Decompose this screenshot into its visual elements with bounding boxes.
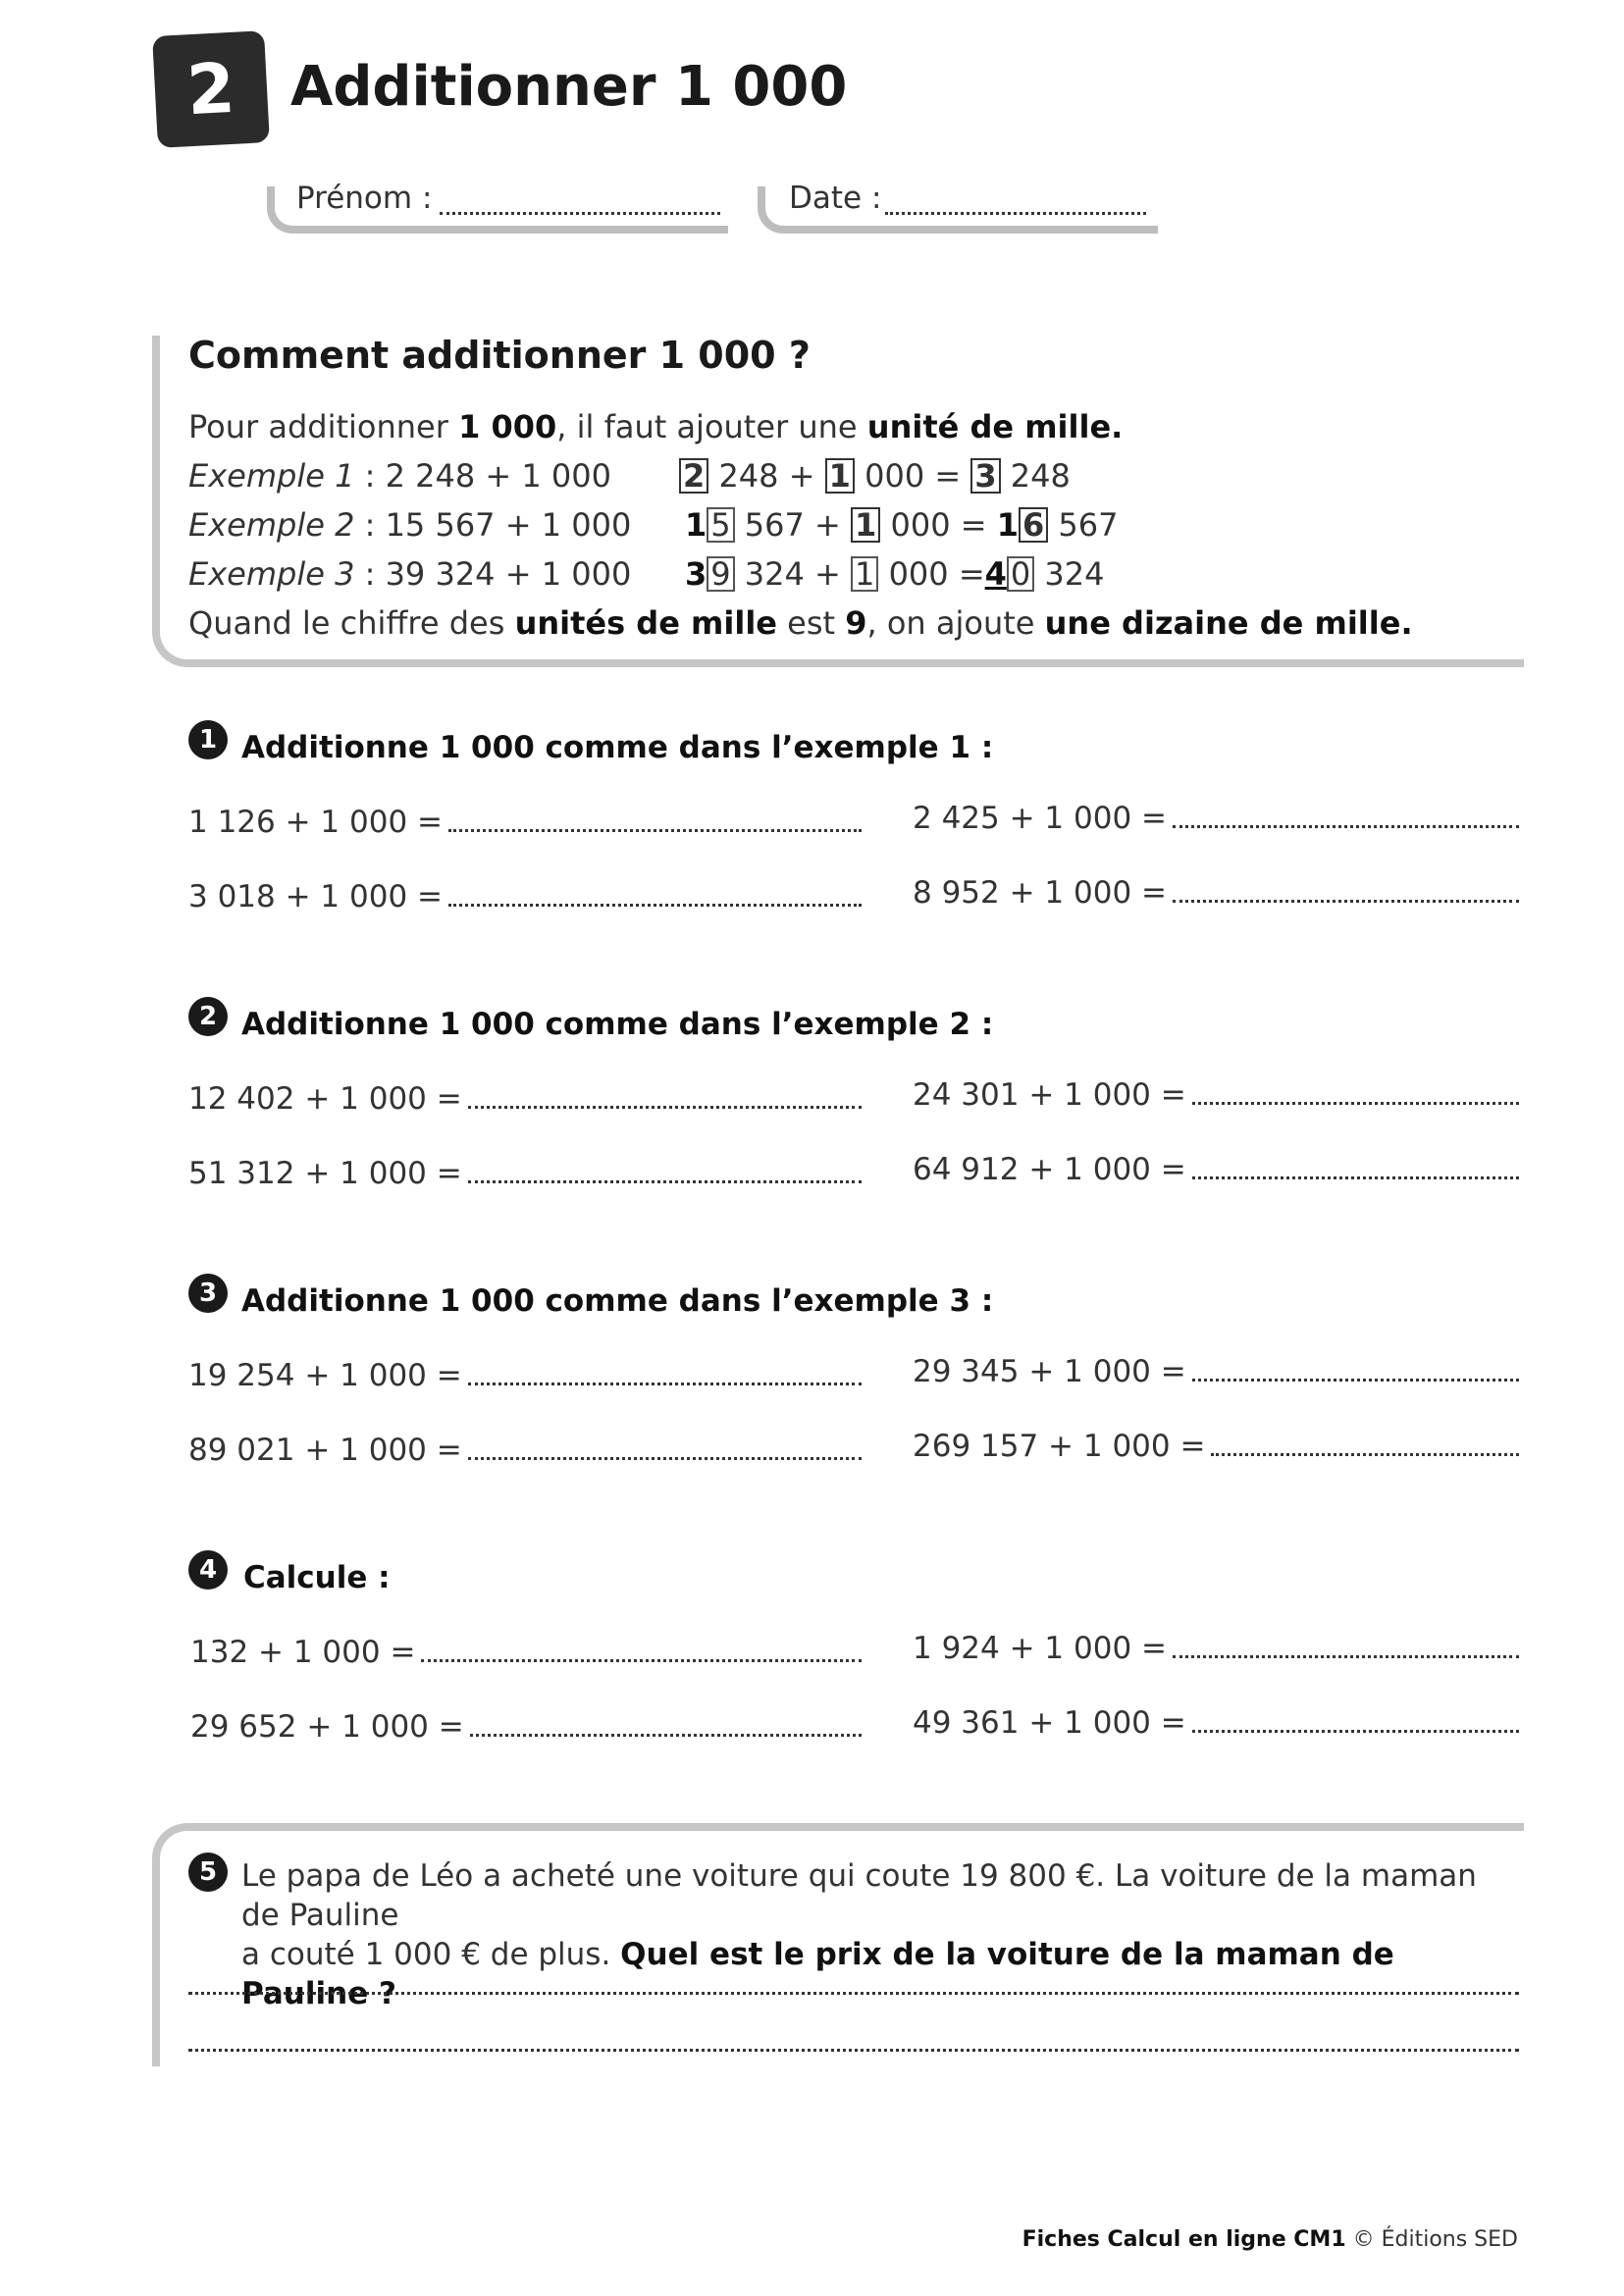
exercise-2-item-4[interactable]: 64 912 + 1 000 = xyxy=(913,1152,1519,1187)
answer-line-2[interactable] xyxy=(188,2049,1519,2052)
answer-line-1[interactable] xyxy=(188,1992,1519,1995)
rule-intro: Pour additionner 1 000, il faut ajouter une unité de mille. xyxy=(188,408,1124,445)
example-1-result: 2 248 + 1 000 = 3 248 xyxy=(679,457,1071,495)
exercise-4-title: Calcule : xyxy=(243,1560,391,1595)
rule-conclusion: Quand le chiffre des unités de mille est 9, on ajoute une dizaine de mille. xyxy=(188,604,1413,642)
date-input-line[interactable] xyxy=(885,212,1146,215)
exercise-3-item-3[interactable]: 89 021 + 1 000 = xyxy=(188,1433,862,1468)
problem-text xyxy=(241,1856,1517,2013)
example-3-result: 3 9 324 + 1 000 =4 0 324 xyxy=(685,555,1105,593)
date-label: Date : xyxy=(789,181,882,216)
prenom-input-line[interactable] xyxy=(440,212,720,215)
page-title: Additionner 1 000 xyxy=(290,55,848,119)
exercise-2-number: 2 xyxy=(188,997,228,1036)
problem-text-line-1: Le papa de Léo a acheté une voiture qui coute 19 800 €. La voiture de la maman de Pauline xyxy=(241,1858,1477,1933)
exercise-4-item-1[interactable]: 132 + 1 000 = xyxy=(190,1635,862,1670)
exercise-3-title: Additionne 1 000 comme dans l’exemple 3 : xyxy=(241,1283,994,1319)
exercise-3-number: 3 xyxy=(188,1274,228,1313)
example-2-statement: Exemple 2 : 15 567 + 1 000 xyxy=(188,506,632,544)
footer-credit: Fiches Calcul en ligne CM1 © Éditions SED xyxy=(1022,2227,1518,2252)
exercise-4-item-2[interactable]: 1 924 + 1 000 = xyxy=(913,1631,1519,1666)
exercise-3-item-4[interactable]: 269 157 + 1 000 = xyxy=(913,1429,1519,1464)
exercise-4-number: 4 xyxy=(188,1550,228,1590)
exercise-4-item-4[interactable]: 49 361 + 1 000 = xyxy=(913,1705,1519,1741)
exercise-1-item-4[interactable]: 8 952 + 1 000 = xyxy=(913,875,1519,911)
lesson-number-badge: 2 xyxy=(152,30,270,148)
exercise-1-item-2[interactable]: 2 425 + 1 000 = xyxy=(913,801,1519,836)
exercise-2-item-3[interactable]: 51 312 + 1 000 = xyxy=(188,1156,862,1191)
prenom-label: Prénom : xyxy=(296,181,433,216)
exercise-1-number: 1 xyxy=(188,720,228,759)
rule-title: Comment additionner 1 000 ? xyxy=(188,334,811,377)
exercise-2-item-2[interactable]: 24 301 + 1 000 = xyxy=(913,1077,1519,1113)
exercise-1-item-3[interactable]: 3 018 + 1 000 = xyxy=(188,879,862,914)
example-2-result: 1 5 567 + 1 000 = 1 6 567 xyxy=(685,506,1119,544)
example-3-statement: Exemple 3 : 39 324 + 1 000 xyxy=(188,555,632,593)
example-1-statement: Exemple 1 : 2 248 + 1 000 xyxy=(188,457,611,495)
exercise-2-item-1[interactable]: 12 402 + 1 000 = xyxy=(188,1081,862,1117)
exercise-2-title: Additionne 1 000 comme dans l’exemple 2 : xyxy=(241,1007,994,1042)
exercise-1-item-1[interactable]: 1 126 + 1 000 = xyxy=(188,805,862,840)
problem-text-line-2: a couté 1 000 € de plus. Quel est le prix de la voiture de la maman de Pauline ? xyxy=(241,1937,1394,2011)
exercise-3-item-1[interactable]: 19 254 + 1 000 = xyxy=(188,1358,862,1393)
exercise-3-item-2[interactable]: 29 345 + 1 000 = xyxy=(913,1354,1519,1389)
exercise-5-number: 5 xyxy=(188,1852,228,1892)
exercise-1-title: Additionne 1 000 comme dans l’exemple 1 : xyxy=(241,730,994,765)
exercise-4-item-3[interactable]: 29 652 + 1 000 = xyxy=(190,1709,862,1745)
